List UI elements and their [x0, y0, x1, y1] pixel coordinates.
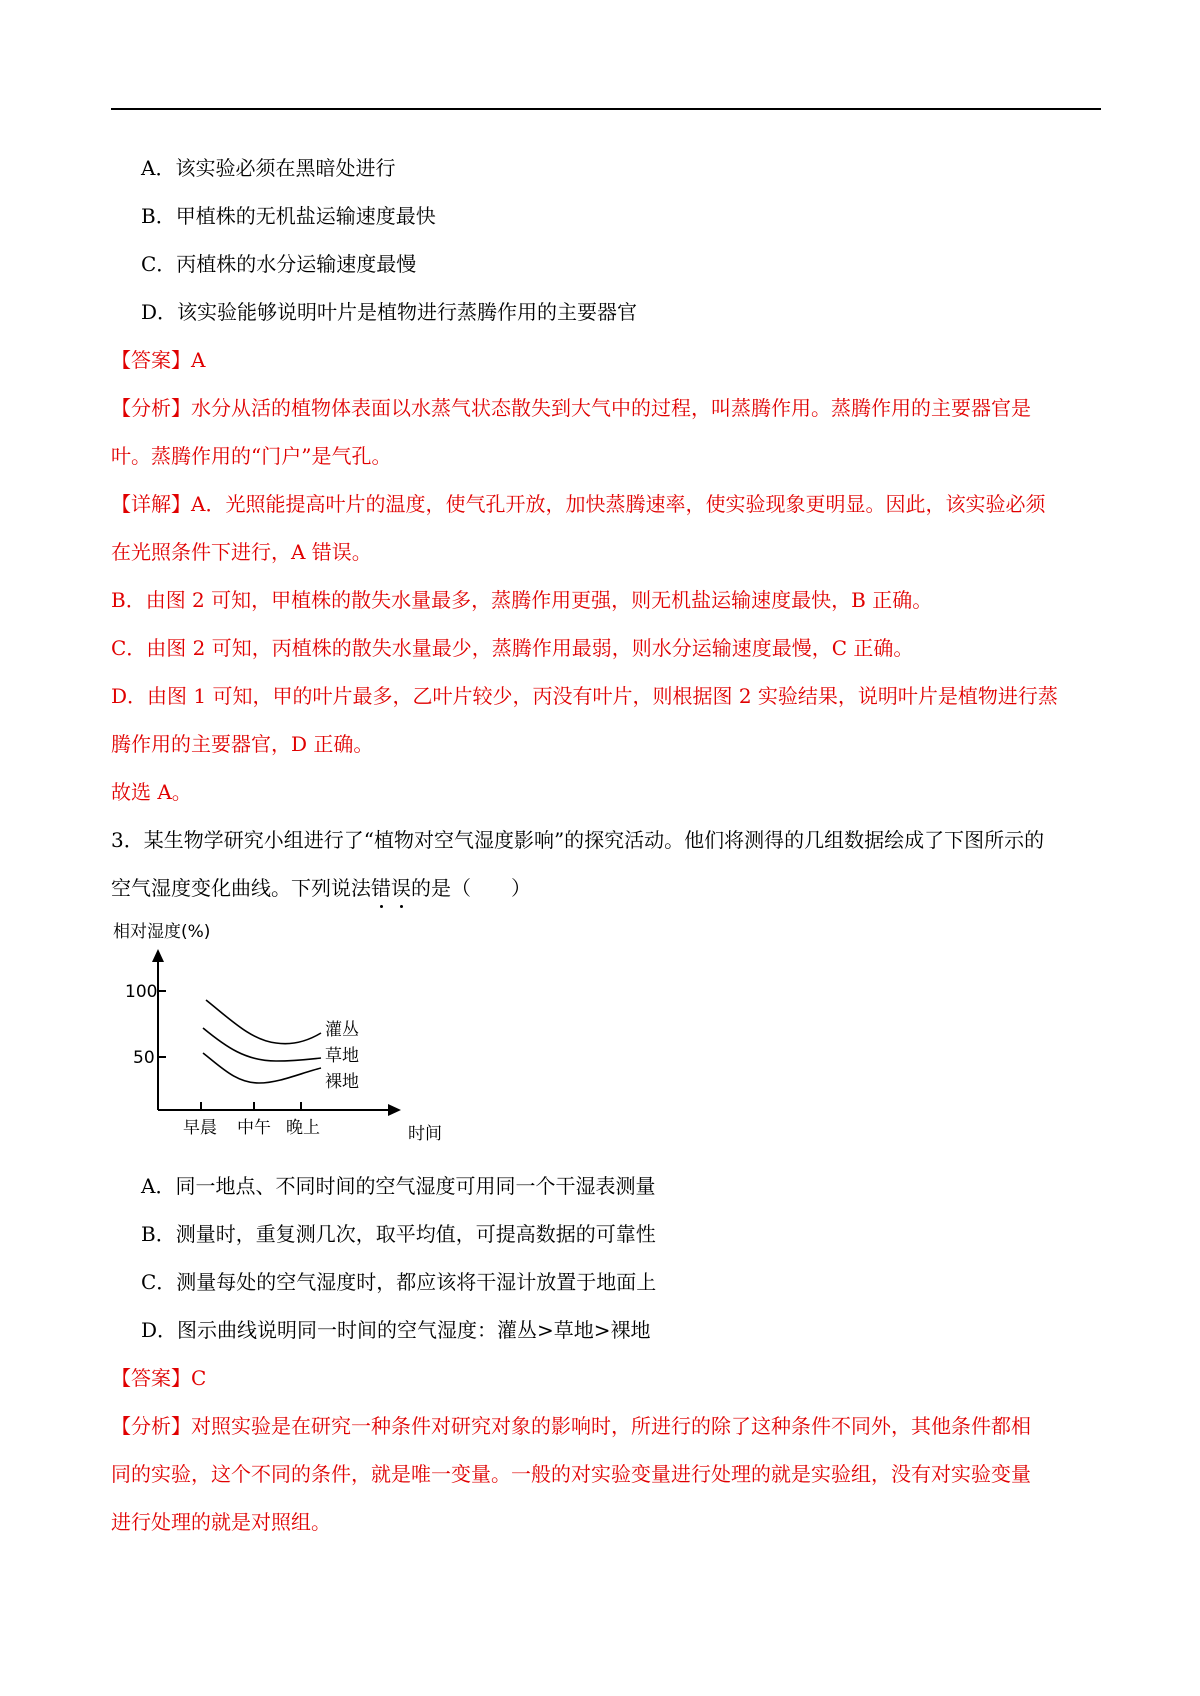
q3-option-c[interactable]: C．测量每处的空气湿度时，都应该将干湿计放置于地面上 [141, 1270, 657, 1294]
header-rule [111, 108, 1101, 110]
q2-option-b[interactable]: B．甲植株的无机盐运输速度最快 [141, 204, 436, 228]
q3-option-d[interactable]: D．图示曲线说明同一时间的空气湿度：灌丛>草地>裸地 [141, 1318, 651, 1342]
figure-x-axis-arrow [388, 1104, 401, 1116]
curve-label-shrub: 灌丛 [325, 1020, 359, 1040]
q3-analysis-line-3: 进行处理的就是对照组。 [111, 1510, 331, 1534]
figure-y-axis-arrow [152, 949, 164, 962]
q2-detail-line-6: 腾作用的主要器官，D 正确。 [111, 732, 374, 756]
humidity-figure [111, 915, 456, 1145]
humidity-figure-svg [111, 915, 456, 1145]
q3-stem-line-1: 3．某生物学研究小组进行了“植物对空气湿度影响”的探究活动。他们将测得的几组数据绘成了下图所示的 [111, 828, 1045, 852]
figure-x-axis-label: 时间 [408, 1124, 442, 1144]
figure-y-axis-label: 相对湿度(%) [113, 922, 211, 942]
q3-analysis-line-1: 【分析】对照实验是在研究一种条件对研究对象的影响时，所进行的除了这种条件不同外，其他条件都相 [111, 1414, 1031, 1438]
q2-detail-line-3: B．由图 2 可知，甲植株的散失水量最多，蒸腾作用更强，则无机盐运输速度最快，B 正确。 [111, 588, 933, 612]
q2-option-c[interactable]: C．丙植株的水分运输速度最慢 [141, 252, 417, 276]
figure-x-tick-label-evening: 晚上 [286, 1118, 320, 1138]
q2-analysis-line-1: 【分析】水分从活的植物体表面以水蒸气状态散失到大气中的过程，叫蒸腾作用。蒸腾作用的主要器官是 [111, 396, 1031, 420]
q2-detail-line-2: 在光照条件下进行，A 错误。 [111, 540, 372, 564]
q3-stem-emphasis-2: 误 [391, 876, 411, 900]
q3-option-b[interactable]: B．测量时，重复测几次，取平均值，可提高数据的可靠性 [141, 1222, 656, 1246]
figure-y-tick-label-100: 100 [125, 982, 158, 1002]
q2-detail-line-5: D．由图 1 可知，甲的叶片最多，乙叶片较少，丙没有叶片，则根据图 2 实验结果，说明叶片是植物进行蒸 [111, 684, 1058, 708]
q3-option-a[interactable]: A．同一地点、不同时间的空气湿度可用同一个干湿表测量 [141, 1174, 656, 1198]
q3-answer: 【答案】C [111, 1366, 207, 1390]
q2-detail-line-1: 【详解】A．光照能提高叶片的温度，使气孔开放，加快蒸腾速率，使实验现象更明显。因此，该实验必须 [111, 492, 1046, 516]
q2-answer: 【答案】A [111, 348, 206, 372]
q3-analysis-line-2: 同的实验，这个不同的条件，就是唯一变量。一般的对实验变量进行处理的就是实验组，没有对实验变量 [111, 1462, 1031, 1486]
curve-grassland [203, 1028, 321, 1061]
q2-option-a[interactable]: A．该实验必须在黑暗处进行 [141, 156, 396, 180]
curve-shrub [206, 1000, 321, 1044]
q2-detail-line-4: C．由图 2 可知，丙植株的散失水量最少，蒸腾作用最弱，则水分运输速度最慢，C 正确。 [111, 636, 914, 660]
q3-stem-text-b: 的是（ ） [411, 876, 531, 900]
q3-stem-line-2 [111, 874, 531, 902]
figure-y-tick-label-50: 50 [133, 1048, 155, 1068]
curve-label-bare-land: 裸地 [325, 1072, 359, 1092]
figure-x-tick-label-morning: 早晨 [183, 1118, 217, 1138]
curve-bare-land [203, 1053, 321, 1083]
curve-label-grassland: 草地 [325, 1046, 359, 1066]
figure-x-tick-label-noon: 中午 [237, 1118, 271, 1138]
q3-stem-text-a: 空气湿度变化曲线。下列说法 [111, 876, 371, 900]
q2-conclusion: 故选 A。 [111, 780, 192, 804]
q2-option-d[interactable]: D．该实验能够说明叶片是植物进行蒸腾作用的主要器官 [141, 300, 638, 324]
q3-stem-emphasis-1: 错 [371, 876, 391, 900]
q2-analysis-line-2: 叶。蒸腾作用的“门户”是气孔。 [111, 444, 392, 468]
